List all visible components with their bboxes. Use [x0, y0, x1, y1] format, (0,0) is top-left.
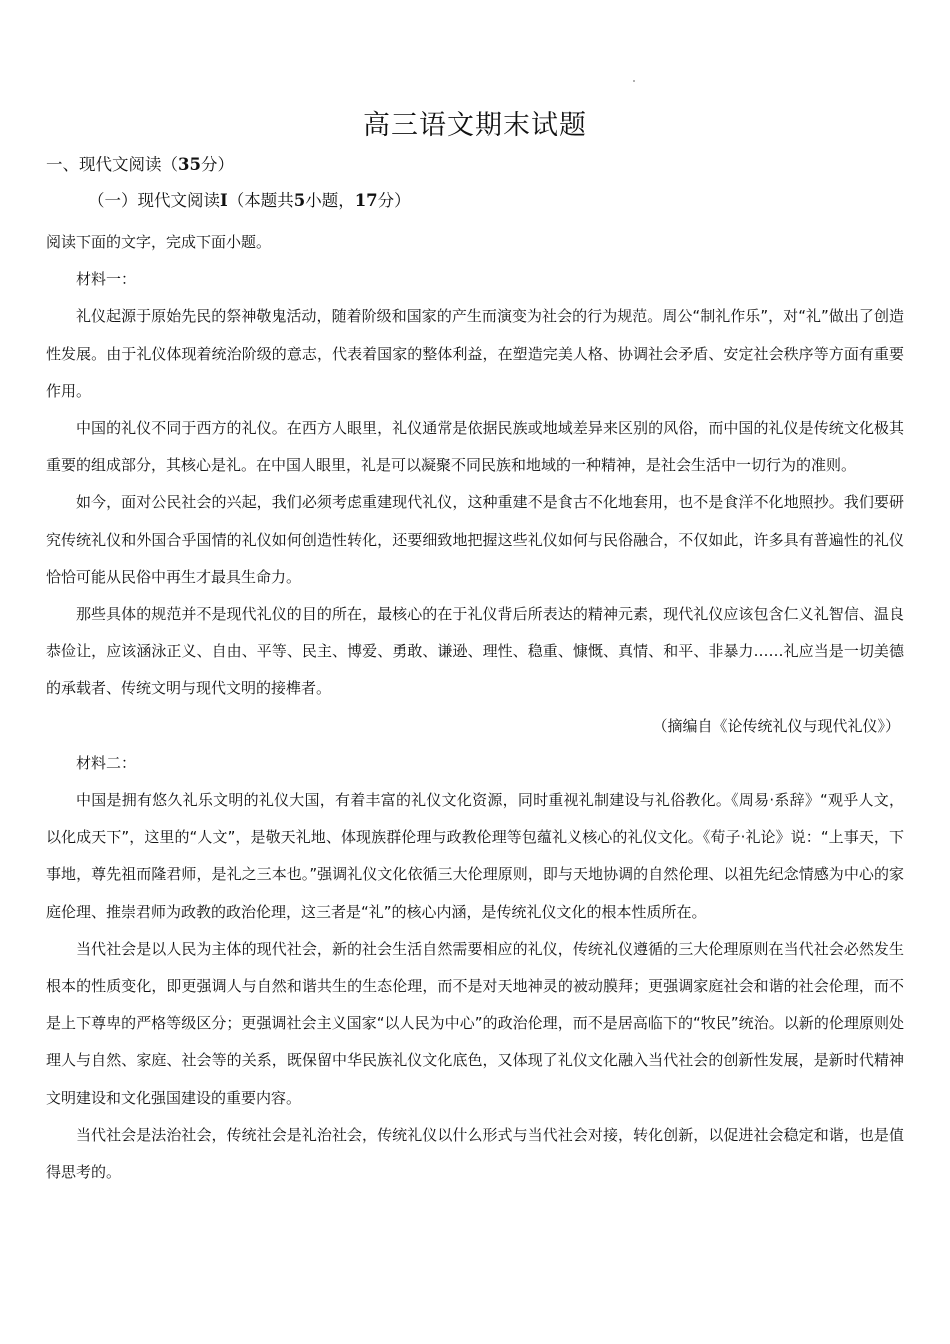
instruction: 阅读下面的文字，完成下面小题。	[46, 233, 272, 251]
subsection-heading	[88, 188, 411, 214]
material1-paragraph: 中国的礼仪不同于西方的礼仪。在西方人眼里，礼仪通常是依据民族或地域差异来区别的风俗，而中国的礼仪是传统文化极其重要的组成部分，其核心是礼。在中国人眼里，礼是可以凝聚不同民族和地域的一种精神，是社会生活中一切行为的准则。	[46, 419, 904, 475]
section-heading	[46, 152, 234, 178]
subsection-middle2: 小题，	[305, 191, 355, 210]
subsection-score: 17	[354, 191, 378, 210]
page-title: 高三语文期末试题	[363, 110, 587, 141]
reading-passage	[46, 224, 904, 1191]
material1-paragraph: 如今，面对公民社会的兴起，我们必须考虑重建现代礼仪，这种重建不是食古不化地套用，也不是食洋不化地照抄。我们要研究传统礼仪和外国合乎国情的礼仪如何创造性转化，还要细致地把握这些礼仪如何与民俗融合，不仅如此，许多具有普遍性的礼仪恰恰可能从民俗中再生才最具生命力。	[46, 493, 904, 586]
subsection-middle: （本题共	[227, 191, 294, 210]
section-label: 一、现代文阅读（	[46, 155, 178, 174]
section-score: 35	[178, 155, 201, 174]
material2-paragraph: 当代社会是以人民为主体的现代社会，新的社会生活自然需要相应的礼仪，传统礼仪遵循的三大伦理原则在当代社会必然发生根本的性质变化，即更强调人与自然和谐共生的生态伦理，而不是对天地神灵的被动膜拜；更强调家庭社会和谐的社会伦理，而不是上下尊卑的严格等级区分；更强调社会主义国家“以人民为中心”的政治伦理，而不是居高临下的“牧民”统治。以新的伦理原则处理人与自然、家庭、社会等的关系，既保留中华民族礼仪文化底色，又体现了礼仪文化融入当代社会的创新性发展，是新时代精神文明建设和文化强国建设的重要内容。	[46, 939, 904, 1107]
scan-speck	[633, 80, 635, 82]
material2-paragraph: 当代社会是法治社会，传统社会是礼治社会，传统礼仪以什么形式与当代社会对接，转化创新，以促进社会稳定和谐，也是值得思考的。	[46, 1125, 904, 1182]
subsection-prefix: （一）现代文阅读	[88, 191, 220, 210]
subsection-count: 5	[293, 191, 306, 210]
section-unit: 分）	[200, 155, 234, 174]
subsection-suffix: 分）	[377, 191, 411, 210]
material1-source: （摘编自《论传统礼仪与现代礼仪》）	[652, 716, 900, 735]
material1-paragraph: 礼仪起源于原始先民的祭神敬鬼活动，随着阶级和国家的产生而演变为社会的行为规范。周公“制礼作乐”，对“礼”做出了创造性发展。由于礼仪体现着统治阶级的意志，代表着国家的整体利益，在塑造完美人格、协调社会矛盾、安定社会秩序等方面有重要作用。	[46, 307, 904, 400]
material1-label: 材料一：	[76, 270, 137, 289]
subsection-roman: I	[220, 191, 228, 210]
material2-label: 材料二：	[76, 753, 137, 772]
material2-paragraph: 中国是拥有悠久礼乐文明的礼仪大国，有着丰富的礼仪文化资源，同时重视礼制建设与礼俗教化。《周易·系辞》“观乎人文，以化成天下”，这里的“人文”，是敬天礼地、体现族群伦理与政教伦理等包蕴礼义核心的礼仪文化。《荀子·礼论》说：“上事天，下事地，尊先祖而隆君师，是礼之三本也。”强调礼仪文化依循三大伦理原则，即与天地协调的自然伦理、以祖先纪念情感为中心的家庭伦理、推崇君师为政教的政治伦理，这三者是“礼”的核心内涵，是传统礼仪文化的根本性质所在。	[46, 791, 904, 921]
material1-paragraph: 那些具体的规范并不是现代礼仪的目的所在，最核心的在于礼仪背后所表达的精神元素，现代礼仪应该包含仁义礼智信、温良恭俭让，应该涵泳正义、自由、平等、民主、博爱、勇敢、谦逊、理性、稳重、慷慨、真情、和平、非暴力……礼应当是一切美德的承载者、传统文明与现代文明的接榫者。	[46, 605, 904, 698]
